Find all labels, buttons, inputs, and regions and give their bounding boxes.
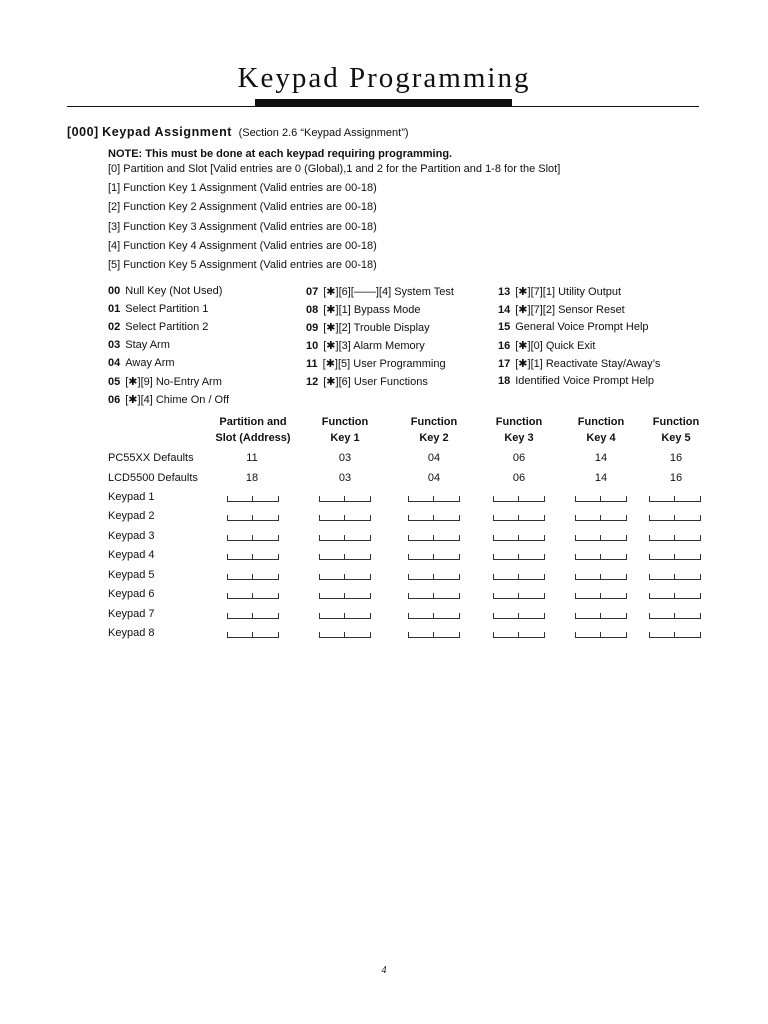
option-item: [498, 375, 654, 387]
row-label-keypad-4: Keypad 4: [108, 549, 155, 561]
column-header-line: Key 1: [330, 431, 360, 444]
option-item: [108, 357, 175, 369]
option-label: [✱][4] Chime On / Off: [125, 394, 230, 406]
entry-blank: [319, 574, 371, 580]
entry-blank: [493, 613, 545, 619]
option-code: 16: [498, 340, 511, 352]
default-value: 06: [512, 452, 526, 464]
field-5: [5] Function Key 5 Assignment (Valid entries are 00-18): [108, 259, 377, 271]
default-value: 14: [594, 472, 608, 484]
entry-blank: [319, 535, 371, 541]
option-code: 01: [108, 303, 121, 315]
column-header-partition-slot: [203, 415, 303, 446]
page-title: Keypad Programming: [237, 62, 531, 94]
entry-blank: [408, 593, 460, 599]
column-header-line: Function: [321, 416, 369, 428]
entry-blank: [227, 613, 279, 619]
default-value: 16: [669, 452, 683, 464]
default-value: 03: [338, 472, 352, 484]
entry-blank: [649, 535, 701, 541]
entry-blank: [227, 632, 279, 638]
entry-blank: [575, 613, 627, 619]
option-item: [498, 357, 660, 370]
option-code: 08: [306, 304, 319, 316]
row-label-lcd5500-defaults: LCD5500 Defaults: [108, 472, 198, 484]
option-item: [306, 321, 430, 334]
entry-blank: [227, 496, 279, 502]
option-label: Stay Arm: [125, 339, 170, 351]
option-item: [306, 339, 425, 352]
option-label: Away Arm: [125, 357, 175, 369]
entry-blank: [649, 496, 701, 502]
entry-blank: [493, 574, 545, 580]
entry-blank: [575, 535, 627, 541]
entry-blank: [649, 613, 701, 619]
entry-blank: [575, 632, 627, 638]
entry-blank: [575, 593, 627, 599]
column-header-function-key-4: [561, 415, 641, 446]
option-item: [306, 303, 421, 316]
section-code: [000]: [67, 125, 99, 139]
default-value: 16: [669, 472, 683, 484]
option-code: 10: [306, 340, 319, 352]
option-item: [108, 321, 208, 333]
option-code: 14: [498, 304, 511, 316]
option-code: 09: [306, 322, 319, 334]
option-label: Select Partition 2: [125, 321, 209, 333]
row-label-keypad-7: Keypad 7: [108, 608, 155, 620]
field-2: [2] Function Key 2 Assignment (Valid entries are 00-18): [108, 201, 377, 213]
option-code: 05: [108, 376, 121, 388]
option-item: [306, 285, 454, 298]
entry-blank: [649, 515, 701, 521]
option-label: [✱][9] No-Entry Arm: [125, 376, 222, 388]
option-code: 18: [498, 375, 511, 387]
option-code: 06: [108, 394, 121, 406]
field-4: [4] Function Key 4 Assignment (Valid entries are 00-18): [108, 240, 377, 252]
row-label-keypad-3: Keypad 3: [108, 530, 155, 542]
column-header-line: Function: [495, 416, 543, 428]
entry-blank: [575, 515, 627, 521]
entry-blank: [408, 535, 460, 541]
option-label: [✱][3] Alarm Memory: [323, 340, 425, 352]
column-header-line: Function: [410, 416, 458, 428]
entry-blank: [493, 515, 545, 521]
entry-blank: [408, 613, 460, 619]
title-rule-bar: [255, 99, 512, 107]
entry-blank: [575, 496, 627, 502]
field-3: [3] Function Key 3 Assignment (Valid entries are 00-18): [108, 221, 377, 233]
programming-note: NOTE: This must be done at each keypad requiring programming.: [108, 148, 453, 160]
column-header-line: Function: [577, 416, 625, 428]
column-header-function-key-1: [305, 415, 385, 446]
option-code: 07: [306, 286, 319, 298]
entry-blank: [227, 515, 279, 521]
entry-blank: [575, 574, 627, 580]
default-value: 04: [427, 472, 441, 484]
column-header-line: Key 5: [661, 431, 691, 444]
option-label: [✱][0] Quick Exit: [515, 340, 596, 352]
entry-blank: [319, 632, 371, 638]
column-header-function-key-5: [641, 415, 711, 446]
option-item: [108, 393, 229, 406]
option-code: 13: [498, 286, 511, 298]
column-header-line: Partition and: [219, 416, 287, 428]
entry-blank: [493, 554, 545, 560]
entry-blank: [408, 554, 460, 560]
option-label: [✱][1] Bypass Mode: [323, 304, 421, 316]
option-item: [306, 357, 446, 370]
entry-blank: [319, 515, 371, 521]
default-value: 04: [427, 452, 441, 464]
option-label: [✱][6] User Functions: [323, 376, 428, 388]
entry-blank: [408, 515, 460, 521]
section-reference: (Section 2.6 “Keypad Assignment”): [238, 127, 409, 139]
entry-blank: [575, 554, 627, 560]
entry-blank: [408, 632, 460, 638]
entry-blank: [493, 632, 545, 638]
option-label: [✱][7][1] Utility Output: [515, 286, 622, 298]
option-label: [✱][1] Reactivate Stay/Away’s: [515, 358, 661, 370]
entry-blank: [408, 496, 460, 502]
option-item: [498, 339, 595, 352]
column-header-line: Function: [652, 416, 700, 428]
column-header-line: Key 4: [586, 431, 616, 444]
option-label: [✱][2] Trouble Display: [323, 322, 430, 334]
entry-blank: [649, 574, 701, 580]
field-1: [1] Function Key 1 Assignment (Valid entries are 00-18): [108, 182, 377, 194]
section-heading: [67, 125, 409, 139]
option-code: 11: [306, 358, 318, 370]
default-value: 14: [594, 452, 608, 464]
option-code: 03: [108, 339, 121, 351]
default-value: 03: [338, 452, 352, 464]
page-number: 4: [381, 965, 387, 976]
option-code: 02: [108, 321, 121, 333]
entry-blank: [649, 554, 701, 560]
option-label: Null Key (Not Used): [125, 285, 223, 297]
option-code: 15: [498, 321, 511, 333]
field-0: [0] Partition and Slot [Valid entries are 0 (Global),1 and 2 for the Partition and 1-8 for the Slot]: [108, 163, 561, 175]
entry-blank: [319, 613, 371, 619]
entry-blank: [319, 593, 371, 599]
row-label-keypad-2: Keypad 2: [108, 510, 155, 522]
section-name: Keypad Assignment: [102, 125, 233, 139]
default-value: 06: [512, 472, 526, 484]
entry-blank: [319, 554, 371, 560]
option-item: [498, 321, 649, 333]
row-label-pc55xx-defaults: PC55XX Defaults: [108, 452, 194, 464]
column-header-line: Key 3: [504, 431, 534, 444]
option-label: [✱][7][2] Sensor Reset: [515, 304, 625, 316]
entry-blank: [493, 593, 545, 599]
entry-blank: [493, 535, 545, 541]
option-label: Identified Voice Prompt Help: [515, 375, 655, 387]
column-header-function-key-2: [394, 415, 474, 446]
option-label: [✱][5] User Programming: [322, 358, 446, 370]
default-value: 18: [245, 472, 259, 484]
entry-blank: [408, 574, 460, 580]
option-label: Select Partition 1: [125, 303, 209, 315]
entry-blank: [319, 496, 371, 502]
option-code: 04: [108, 357, 121, 369]
row-label-keypad-6: Keypad 6: [108, 588, 155, 600]
option-item: [108, 303, 208, 315]
entry-blank: [227, 593, 279, 599]
option-code: 17: [498, 358, 511, 370]
option-item: [306, 375, 428, 388]
row-label-keypad-5: Keypad 5: [108, 569, 155, 581]
column-header-line: Key 2: [419, 431, 449, 444]
option-item: [108, 339, 170, 351]
option-label: General Voice Prompt Help: [515, 321, 649, 333]
entry-blank: [227, 574, 279, 580]
option-item: [108, 285, 222, 297]
default-value: 11: [246, 452, 258, 464]
option-item: [498, 303, 625, 316]
option-item: [108, 375, 222, 388]
column-header-line: Slot (Address): [215, 431, 291, 444]
option-code: 12: [306, 376, 319, 388]
entry-blank: [227, 554, 279, 560]
option-label: [✱][6][——][4] System Test: [323, 286, 454, 298]
row-label-keypad-8: Keypad 8: [108, 627, 155, 639]
column-header-function-key-3: [479, 415, 559, 446]
entry-blank: [493, 496, 545, 502]
option-code: 00: [108, 285, 121, 297]
entry-blank: [227, 535, 279, 541]
option-item: [498, 285, 621, 298]
row-label-keypad-1: Keypad 1: [108, 491, 155, 503]
entry-blank: [649, 632, 701, 638]
entry-blank: [649, 593, 701, 599]
